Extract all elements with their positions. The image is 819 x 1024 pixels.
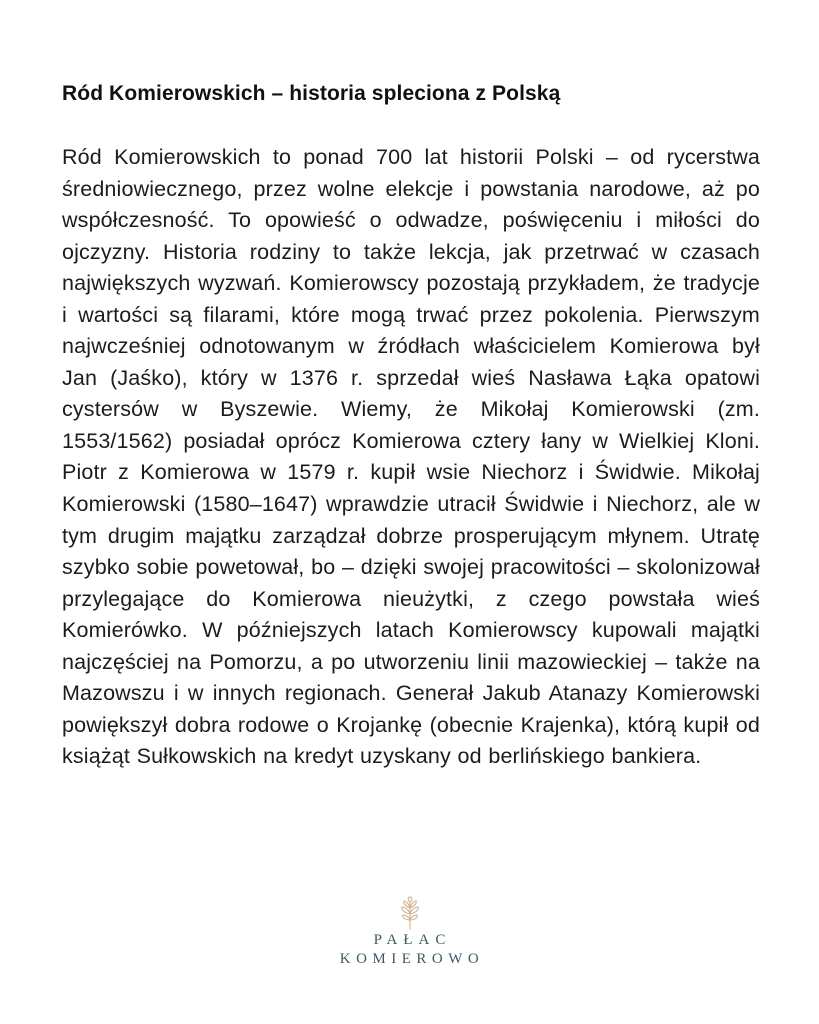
palace-logo: [0, 896, 819, 968]
logo-line-komierowo: KOMIEROWO: [339, 951, 485, 967]
logo-line-palac: PAŁAC: [373, 932, 452, 948]
document-title: Ród Komierowskich – historia spleciona z Polską: [62, 82, 561, 105]
oak-leaf-icon: [397, 896, 423, 930]
document-body: Ród Komierowskich to ponad 700 lat historii Polski – od rycerstwa średniowiecznego, przez wolne elekcje i powstania narodowe, aż po współczesność. To opowieść o odwadze, poświęceniu i miłości do ojczyzny. Historia rodziny to także lekcja, jak przetrwać w czasach największych wyzwań. Komierowscy pozostają przykładem, że tradycje i wartości są filarami, które mogą trwać przez pokolenia. Pierwszym najwcześniej odnotowanym w źródłach właścicielem Komierowa był Jan (Jaśko), który w 1376 r. sprzedał wieś Nasława Łąka opatowi cystersów w Byszewie. Wiemy, że Mikołaj Komierowski (zm. 1553/1562) posiadał oprócz Komierowa cztery łany w Wielkiej Kloni. Piotr z Komierowa w 1579 r. kupił wsie Niechorz i Świdwie. Mikołaj Komierowski (1580–1647) wprawdzie utracił Świdwie i Niechorz, ale w tym drugim majątku zarządzał dobrze prosperującym młynem. Utratę szybko sobie powetował, bo – dzięki swojej pracowitości – skolonizował przylegające do Komierowa nieużytki, z czego powstała wieś Komierówko. W późniejszych latach Komierowscy kupowali majątki najczęściej na Pomorzu, a po utworzeniu linii mazowieckiej – także na Mazowszu i w innych regionach. Generał Jakub Atanazy Komierowski powiększył dobra rodowe o Krojankę (obecnie Krajenka), którą kupił od książąt Sułkowskich na kredyt uzyskany od berlińskiego bankiera.: [62, 145, 760, 769]
